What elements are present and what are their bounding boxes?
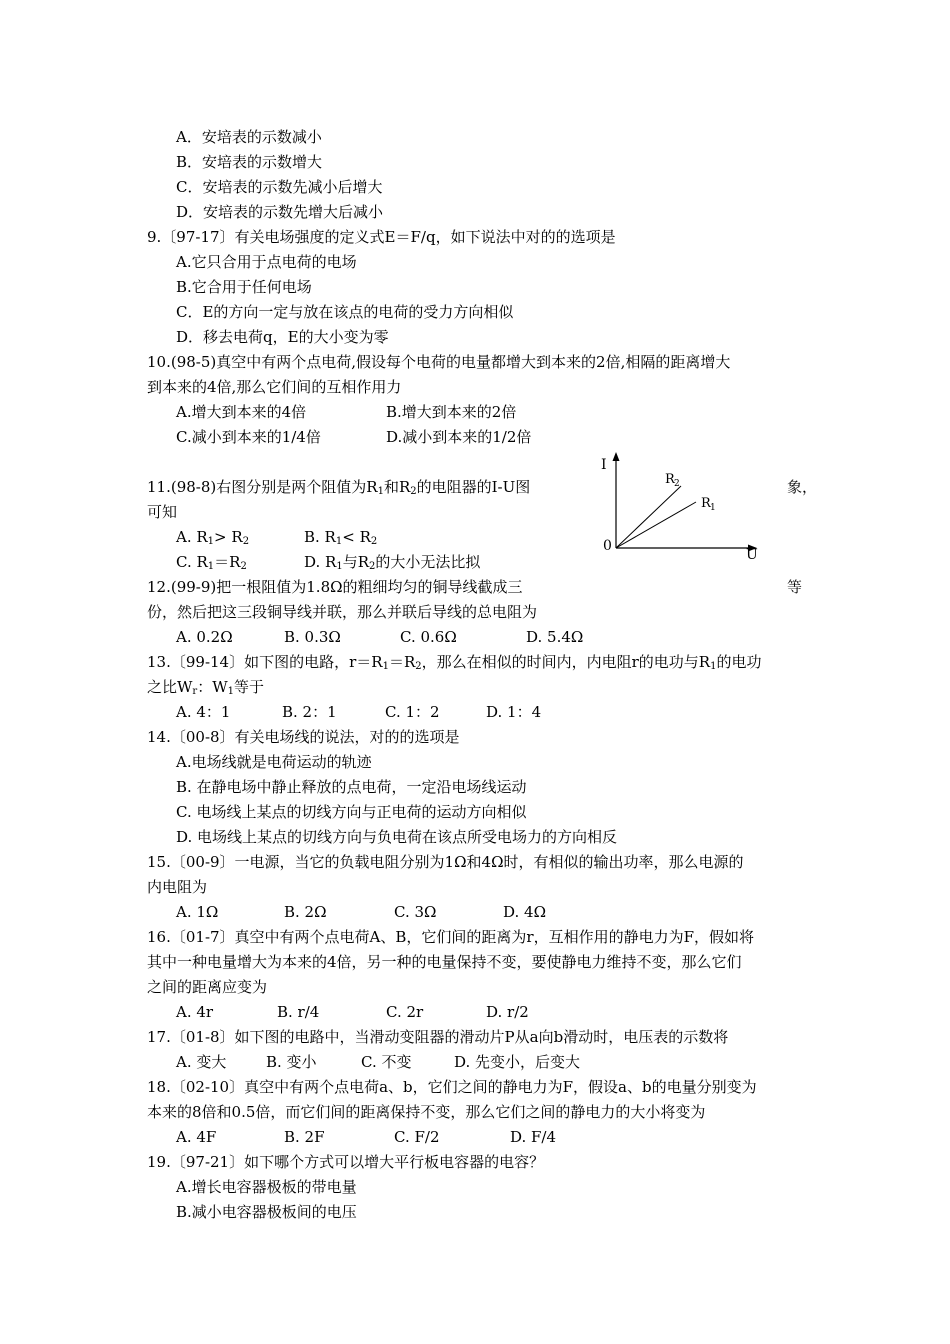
y-axis-label: I	[601, 457, 607, 473]
q11-option-c: C. $R_1=R_2$	[176, 553, 247, 572]
q11-stem-line2: 可知	[147, 503, 178, 521]
q12-option-c: C. 0.6Ω	[400, 628, 457, 646]
q10-stem-line2: 到本来的4倍,那么它们间的互相作用力	[147, 378, 402, 396]
q14-option-d: D. 电场线上某点的切线方向与负电荷在该点所受电场力的方向相反	[176, 828, 618, 846]
q17-option-c: C. 不变	[361, 1053, 412, 1071]
q10-stem-line1: 10.(98-5)真空中有两个点电荷,假设每个电荷的电量都增大到本来的2倍,相隔的距离增大	[147, 353, 731, 371]
q13-option-a: A. 4：1	[176, 703, 231, 721]
x-axis-label: U	[746, 547, 758, 563]
q12-option-a: A. 0.2Ω	[176, 628, 233, 646]
q16-option-d: D. r/2	[486, 1003, 529, 1021]
q18-option-c: C. F/2	[394, 1128, 440, 1146]
q19-option-b: B.减小电容器极板间的电压	[176, 1203, 357, 1221]
q10-option-a: A.增大到本来的4倍	[176, 403, 307, 421]
q12-stem-line1: 12.(99-9)把一根阻值为1.8Ω的粗细均匀的铜导线截成三	[147, 578, 523, 596]
q8-option-c: C．安培表的示数先减小后增大	[176, 178, 383, 196]
q18-option-a: A. 4F	[176, 1128, 217, 1146]
q12-option-d: D. 5.4Ω	[526, 628, 584, 646]
r2-label-sub: 2	[674, 479, 680, 489]
r2-label: R	[665, 472, 675, 487]
origin-label: 0	[603, 538, 612, 554]
q11-option-d: D. $R_1$与$R_2$的大小无法比拟	[304, 553, 481, 572]
q13-option-c: C. 1：2	[385, 703, 440, 721]
q13-option-d: D. 1：4	[486, 703, 542, 721]
line-r2	[616, 486, 681, 548]
q16-option-b: B. r/4	[277, 1003, 320, 1021]
q16-stem-line3: 之间的距离应变为	[147, 978, 268, 996]
r1-label: R	[701, 496, 711, 511]
q9-option-a: A.它只合用于点电荷的电场	[176, 253, 357, 271]
q18-stem-line1: 18.〔02-10〕真空中有两个点电荷a、b，它们之间的静电力为F，假设a、b的电量分别变为	[147, 1078, 757, 1096]
q17-option-b: B. 变小	[266, 1053, 317, 1071]
q8-option-d: D．安培表的示数先增大后减小	[176, 203, 384, 221]
r1-label-sub: 1	[710, 503, 716, 513]
q17-stem: 17.〔01-8〕如下图的电路中，当滑动变阻器的滑动片P从a向b滑动时，电压表的示数将	[147, 1028, 729, 1046]
q18-option-b: B. 2F	[284, 1128, 325, 1146]
q16-stem-line2: 其中一种电量增大为本来的4倍，另一种的电量保持不变，要使静电力维持不变，那么它们	[147, 953, 742, 971]
y-axis-arrow	[613, 452, 620, 461]
q8-option-b: B．安培表的示数增大	[176, 153, 323, 171]
q16-option-a: A. 4r	[176, 1003, 214, 1021]
q18-stem-line2: 本来的8倍和0.5倍，而它们间的距离保持不变，那么它们之间的静电力的大小将变为	[147, 1103, 706, 1121]
q13-option-b: B. 2：1	[282, 703, 337, 721]
q16-stem-line1: 16.〔01-7〕真空中有两个点电荷A、B，它们间的距离为r，互相作用的静电力为F，假如将	[147, 928, 754, 946]
q12-option-b: B. 0.3Ω	[284, 628, 341, 646]
q12-stem-tail: 等	[787, 578, 803, 596]
q16-option-c: C. 2r	[386, 1003, 424, 1021]
q9-stem: 9.〔97-17〕有关电场强度的定义式E＝F/q，如下说法中对的的选项是	[147, 228, 616, 246]
q9-option-d: D．移去电荷q，E的大小变为零	[176, 328, 389, 346]
q10-option-d: D.减小到本来的1/2倍	[386, 428, 532, 446]
q8-option-a: A．安培表的示数减小	[176, 128, 322, 146]
q15-option-a: A. 1Ω	[176, 903, 219, 921]
q13-stem-line1: 13.〔99-14〕如下图的电路，$r=R_1=R_2$，那么在相似的时间内，内电阻r的电功与$R_1$的电功	[147, 653, 762, 672]
q14-stem: 14.〔00-8〕有关电场线的说法，对的的选项是	[147, 728, 460, 746]
line-r1	[616, 502, 696, 548]
q10-option-c: C.减小到本来的1/4倍	[176, 428, 321, 446]
q13-stem-line2: 之比$W_r$：$W_1$等于	[147, 678, 265, 697]
q11-option-b: B. $R_1< R_2$	[304, 528, 378, 547]
q17-option-d: D. 先变小，后变大	[454, 1053, 581, 1071]
q14-option-b: B. 在静电场中静止释放的点电荷，一定沿电场线运动	[176, 778, 527, 796]
q11-option-a: A. $R_1> R_2$	[176, 528, 250, 547]
q18-option-d: D. F/4	[510, 1128, 557, 1146]
iu-graph	[596, 450, 771, 565]
q9-option-c: C．E的方向一定与放在该点的电荷的受力方向相似	[176, 303, 514, 321]
q14-option-a: A.电场线就是电荷运动的轨迹	[176, 753, 372, 771]
q10-option-b: B.增大到本来的2倍	[386, 403, 517, 421]
q14-option-c: C. 电场线上某点的切线方向与正电荷的运动方向相似	[176, 803, 527, 821]
q15-stem-line1: 15.〔00-9〕一电源，当它的负载电阻分别为1Ω和4Ω时，有相似的输出功率，那么电源的	[147, 853, 744, 871]
q15-stem-line2: 内电阻为	[147, 878, 208, 896]
q9-option-b: B.它合用于任何电场	[176, 278, 312, 296]
q15-option-c: C. 3Ω	[394, 903, 437, 921]
q12-stem-line2: 份，然后把这三段铜导线并联，那么并联后导线的总电阻为	[147, 603, 538, 621]
q11-stem-line1: 11.(98-8)右图分别是两个阻值为$R_1$和$R_2$的电阻器的I-U图	[147, 478, 531, 497]
q11-stem-tail: 象，	[787, 478, 818, 496]
q19-stem: 19.〔97-21〕如下哪个方式可以增大平行板电容器的电容？	[147, 1153, 545, 1171]
q19-option-a: A.增长电容器极板的带电量	[176, 1178, 357, 1196]
q17-option-a: A. 变大	[176, 1053, 227, 1071]
q15-option-b: B. 2Ω	[284, 903, 327, 921]
q15-option-d: D. 4Ω	[503, 903, 547, 921]
